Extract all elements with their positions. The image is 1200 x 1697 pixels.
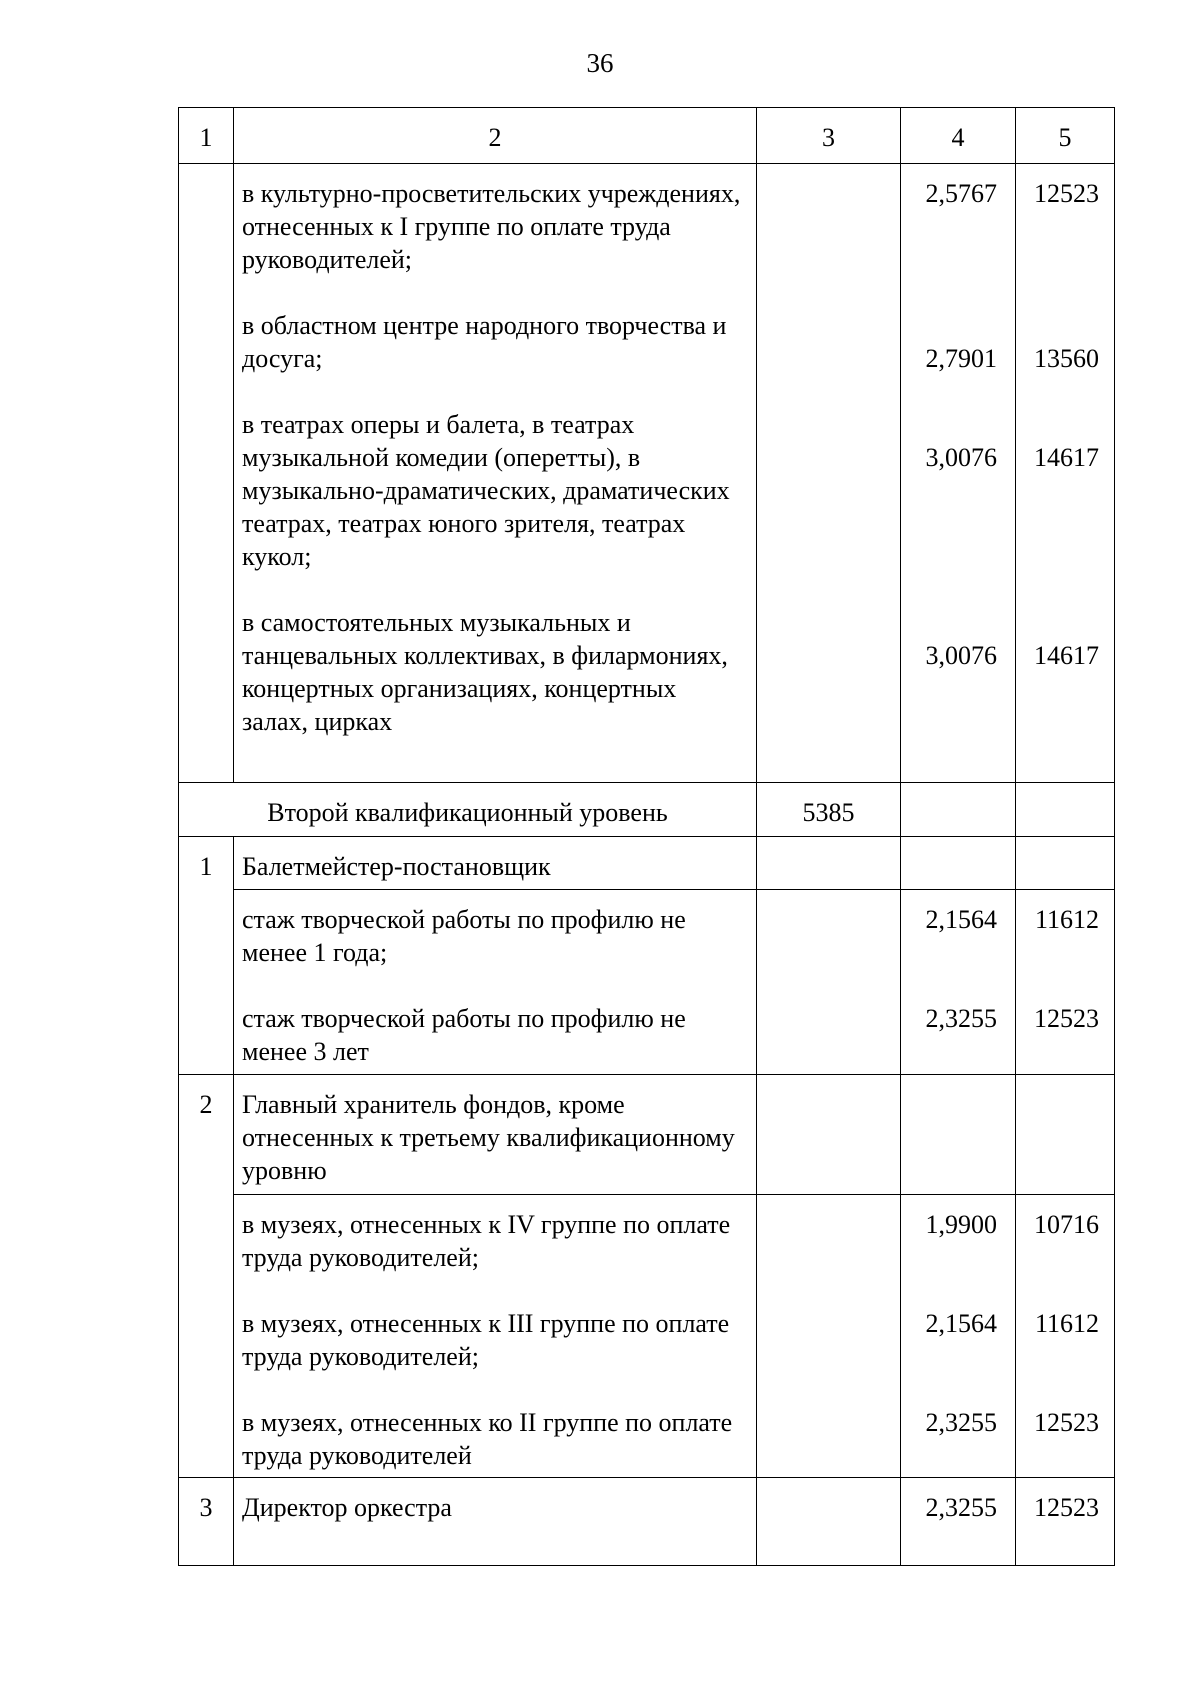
condition-text: в театрах оперы и балета, в театрах музыкальной комедии (оперетты), в музыкально-драматических, драматических театрах, театрах юного зрителя, театрах кукол; [242,410,730,571]
header-col-3: 3 [757,108,901,164]
salary: 14617 [1034,641,1099,670]
coefficient: 2,1564 [925,1309,997,1338]
salary-cell [1016,1075,1115,1195]
table-row [179,164,1115,783]
base-salary-cell [757,837,901,890]
coefficient: 2,3255 [925,1408,997,1437]
coefficient: 2,5767 [925,179,997,208]
salary: 11612 [1034,905,1099,934]
coefficient: 3,0076 [925,443,997,472]
header-col-2: 2 [234,108,757,164]
coefficient-cell [901,1195,1016,1478]
header-col-1: 1 [179,108,234,164]
coefficient: 2,7901 [925,344,997,373]
position-title: Директор оркестра [234,1478,757,1566]
table-row [179,890,1115,1075]
base-salary-cell [757,1478,901,1566]
condition-text: в музеях, отнесенных к IV группе по оплате труда руководителей; [242,1210,731,1272]
position-title: Главный хранитель фондов, кроме отнесенных к третьему квалификационному уровню [234,1075,757,1195]
table-row [179,1075,1115,1195]
salary-table [178,107,1115,1566]
coefficient: 2,1564 [925,905,997,934]
position-cell [234,164,757,783]
base-salary-cell [757,164,901,783]
coefficient: 2,3255 [925,1004,997,1033]
salary: 13560 [1034,344,1099,373]
coefficient-cell [901,783,1016,837]
condition-text: в областном центре народного творчества и досуга; [242,311,727,373]
coefficient-cell [901,890,1016,1075]
table-row [179,1478,1115,1566]
position-title: Балетмейстер-постановщик [234,837,757,890]
condition-text: стаж творческой работы по профилю не менее 3 лет [242,1004,686,1066]
position-cell [234,890,757,1075]
row-number: 1 [179,837,234,1075]
salary: 12523 [1034,1004,1099,1033]
condition-text: в музеях, отнесенных ко II группе по оплате труда руководителей [242,1408,733,1470]
condition-text: в культурно-просветительских учреждениях, отнесенных к I группе по оплате труда руководителей; [242,179,741,274]
salary-cell [1016,164,1115,783]
base-salary-cell [757,1075,901,1195]
table-row [179,837,1115,890]
coefficient-cell [901,1075,1016,1195]
row-number [179,164,234,783]
salary-cell [1016,837,1115,890]
salary: 12523 [1034,1408,1099,1437]
coefficient: 3,0076 [925,641,997,670]
coefficient: 2,3255 [901,1478,1016,1566]
base-salary-cell [757,890,901,1075]
qualification-level-label: Второй квалификационный уровень [179,783,757,837]
header-row [179,108,1115,164]
salary: 14617 [1034,443,1099,472]
condition-text: в самостоятельных музыкальных и танцевальных коллективах, в филармониях, концертных организациях, концертных залах, цирках [242,608,728,736]
salary-cell [1016,1195,1115,1478]
salary: 11612 [1034,1309,1099,1338]
row-number: 3 [179,1478,234,1566]
salary: 12523 [1016,1478,1115,1566]
salary: 12523 [1034,179,1099,208]
level-base-salary: 5385 [757,783,901,837]
coefficient-cell [901,837,1016,890]
coefficient-cell [901,164,1016,783]
salary: 10716 [1034,1210,1099,1239]
condition-text: стаж творческой работы по профилю не менее 1 года; [242,905,686,967]
position-cell [234,1195,757,1478]
table-row [179,1195,1115,1478]
base-salary-cell [757,1195,901,1478]
row-number: 2 [179,1075,234,1478]
level-row [179,783,1115,837]
coefficient: 1,9900 [925,1210,997,1239]
page-number: 36 [586,48,614,78]
salary-cell [1016,890,1115,1075]
condition-text: в музеях, отнесенных к III группе по оплате труда руководителей; [242,1309,730,1371]
salary-cell [1016,783,1115,837]
header-col-5: 5 [1016,108,1115,164]
header-col-4: 4 [901,108,1016,164]
